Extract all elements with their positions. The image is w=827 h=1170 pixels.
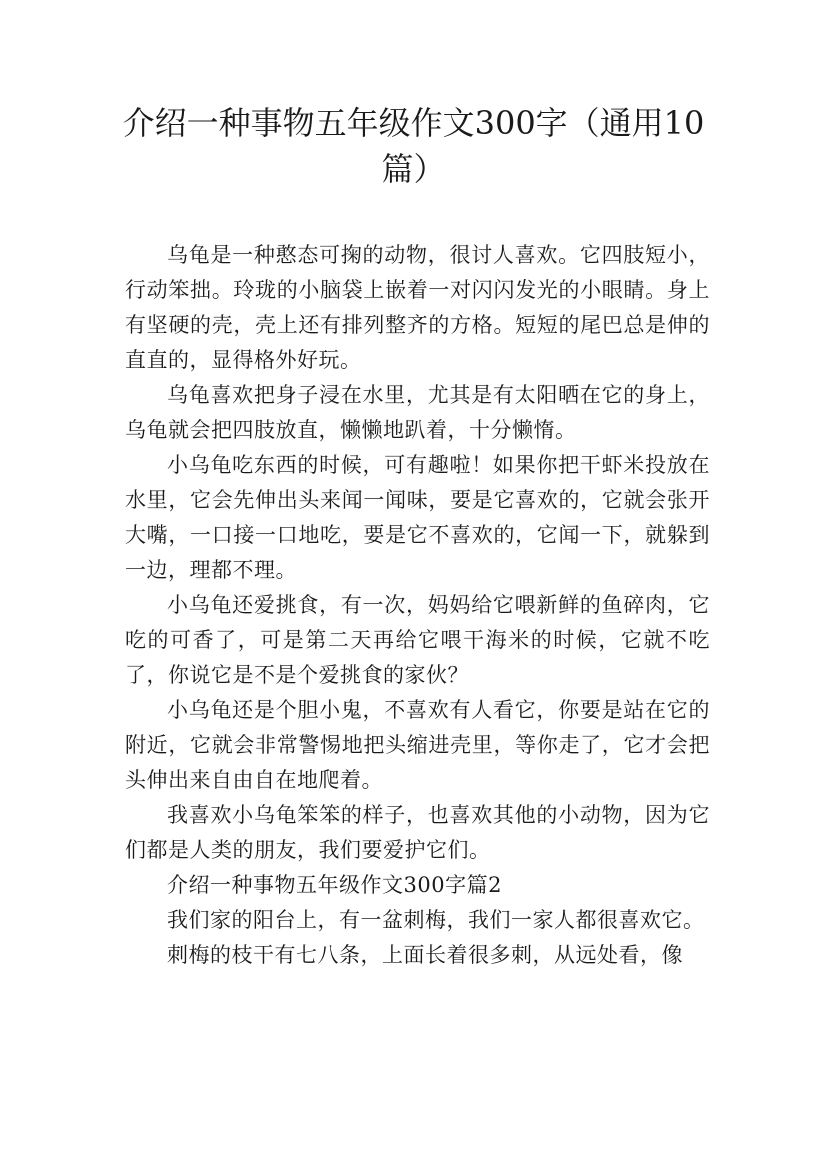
- document-title: 介绍一种事物五年级作文300字（通用10篇）: [122, 104, 705, 188]
- paragraph: 小乌龟吃东西的时候，可有趣啦！如果你把干虾米投放在水里，它会先伸出头来闻一闻味，要是它喜欢的，它就会张开大嘴，一口接一口地吃，要是它不喜欢的，它闻一下，就躲到一边，理都不理。: [125, 453, 710, 582]
- paragraph: 刺梅的枝干有七八条，上面长着很多刺，从远处看，像: [167, 943, 683, 967]
- paragraph: 乌龟喜欢把身子浸在水里，尤其是有太阳晒在它的身上，乌龟就会把四肢放直，懒懒地趴着，十分懒惰。: [125, 383, 710, 442]
- document-body: [125, 238, 710, 973]
- paragraph: 我们家的阳台上，有一盆刺梅，我们一家人都很喜欢它。: [167, 908, 705, 932]
- paragraph: 小乌龟还爱挑食，有一次，妈妈给它喂新鲜的鱼碎肉，它吃的可香了，可是第二天再给它喂干海米的时候，它就不吃了，你说它是不是个爱挑食的家伙？: [125, 593, 710, 687]
- paragraph: 我喜欢小乌龟笨笨的样子，也喜欢其他的小动物，因为它们都是人类的朋友，我们要爱护它们。: [125, 803, 710, 862]
- paragraph: 乌龟是一种憨态可掬的动物，很讨人喜欢。它四肢短小，行动笨拙。玲珑的小脑袋上嵌着一对闪闪发光的小眼睛。身上有坚硬的壳，壳上还有排列整齐的方格。短短的尾巴总是伸的直直的，显得格外好玩。: [125, 243, 710, 372]
- section-heading: 介绍一种事物五年级作文300字篇2: [167, 873, 502, 897]
- paragraph: 小乌龟还是个胆小鬼，不喜欢有人看它，你要是站在它的附近，它就会非常警惕地把头缩进壳里，等你走了，它才会把头伸出来自由自在地爬着。: [125, 698, 710, 792]
